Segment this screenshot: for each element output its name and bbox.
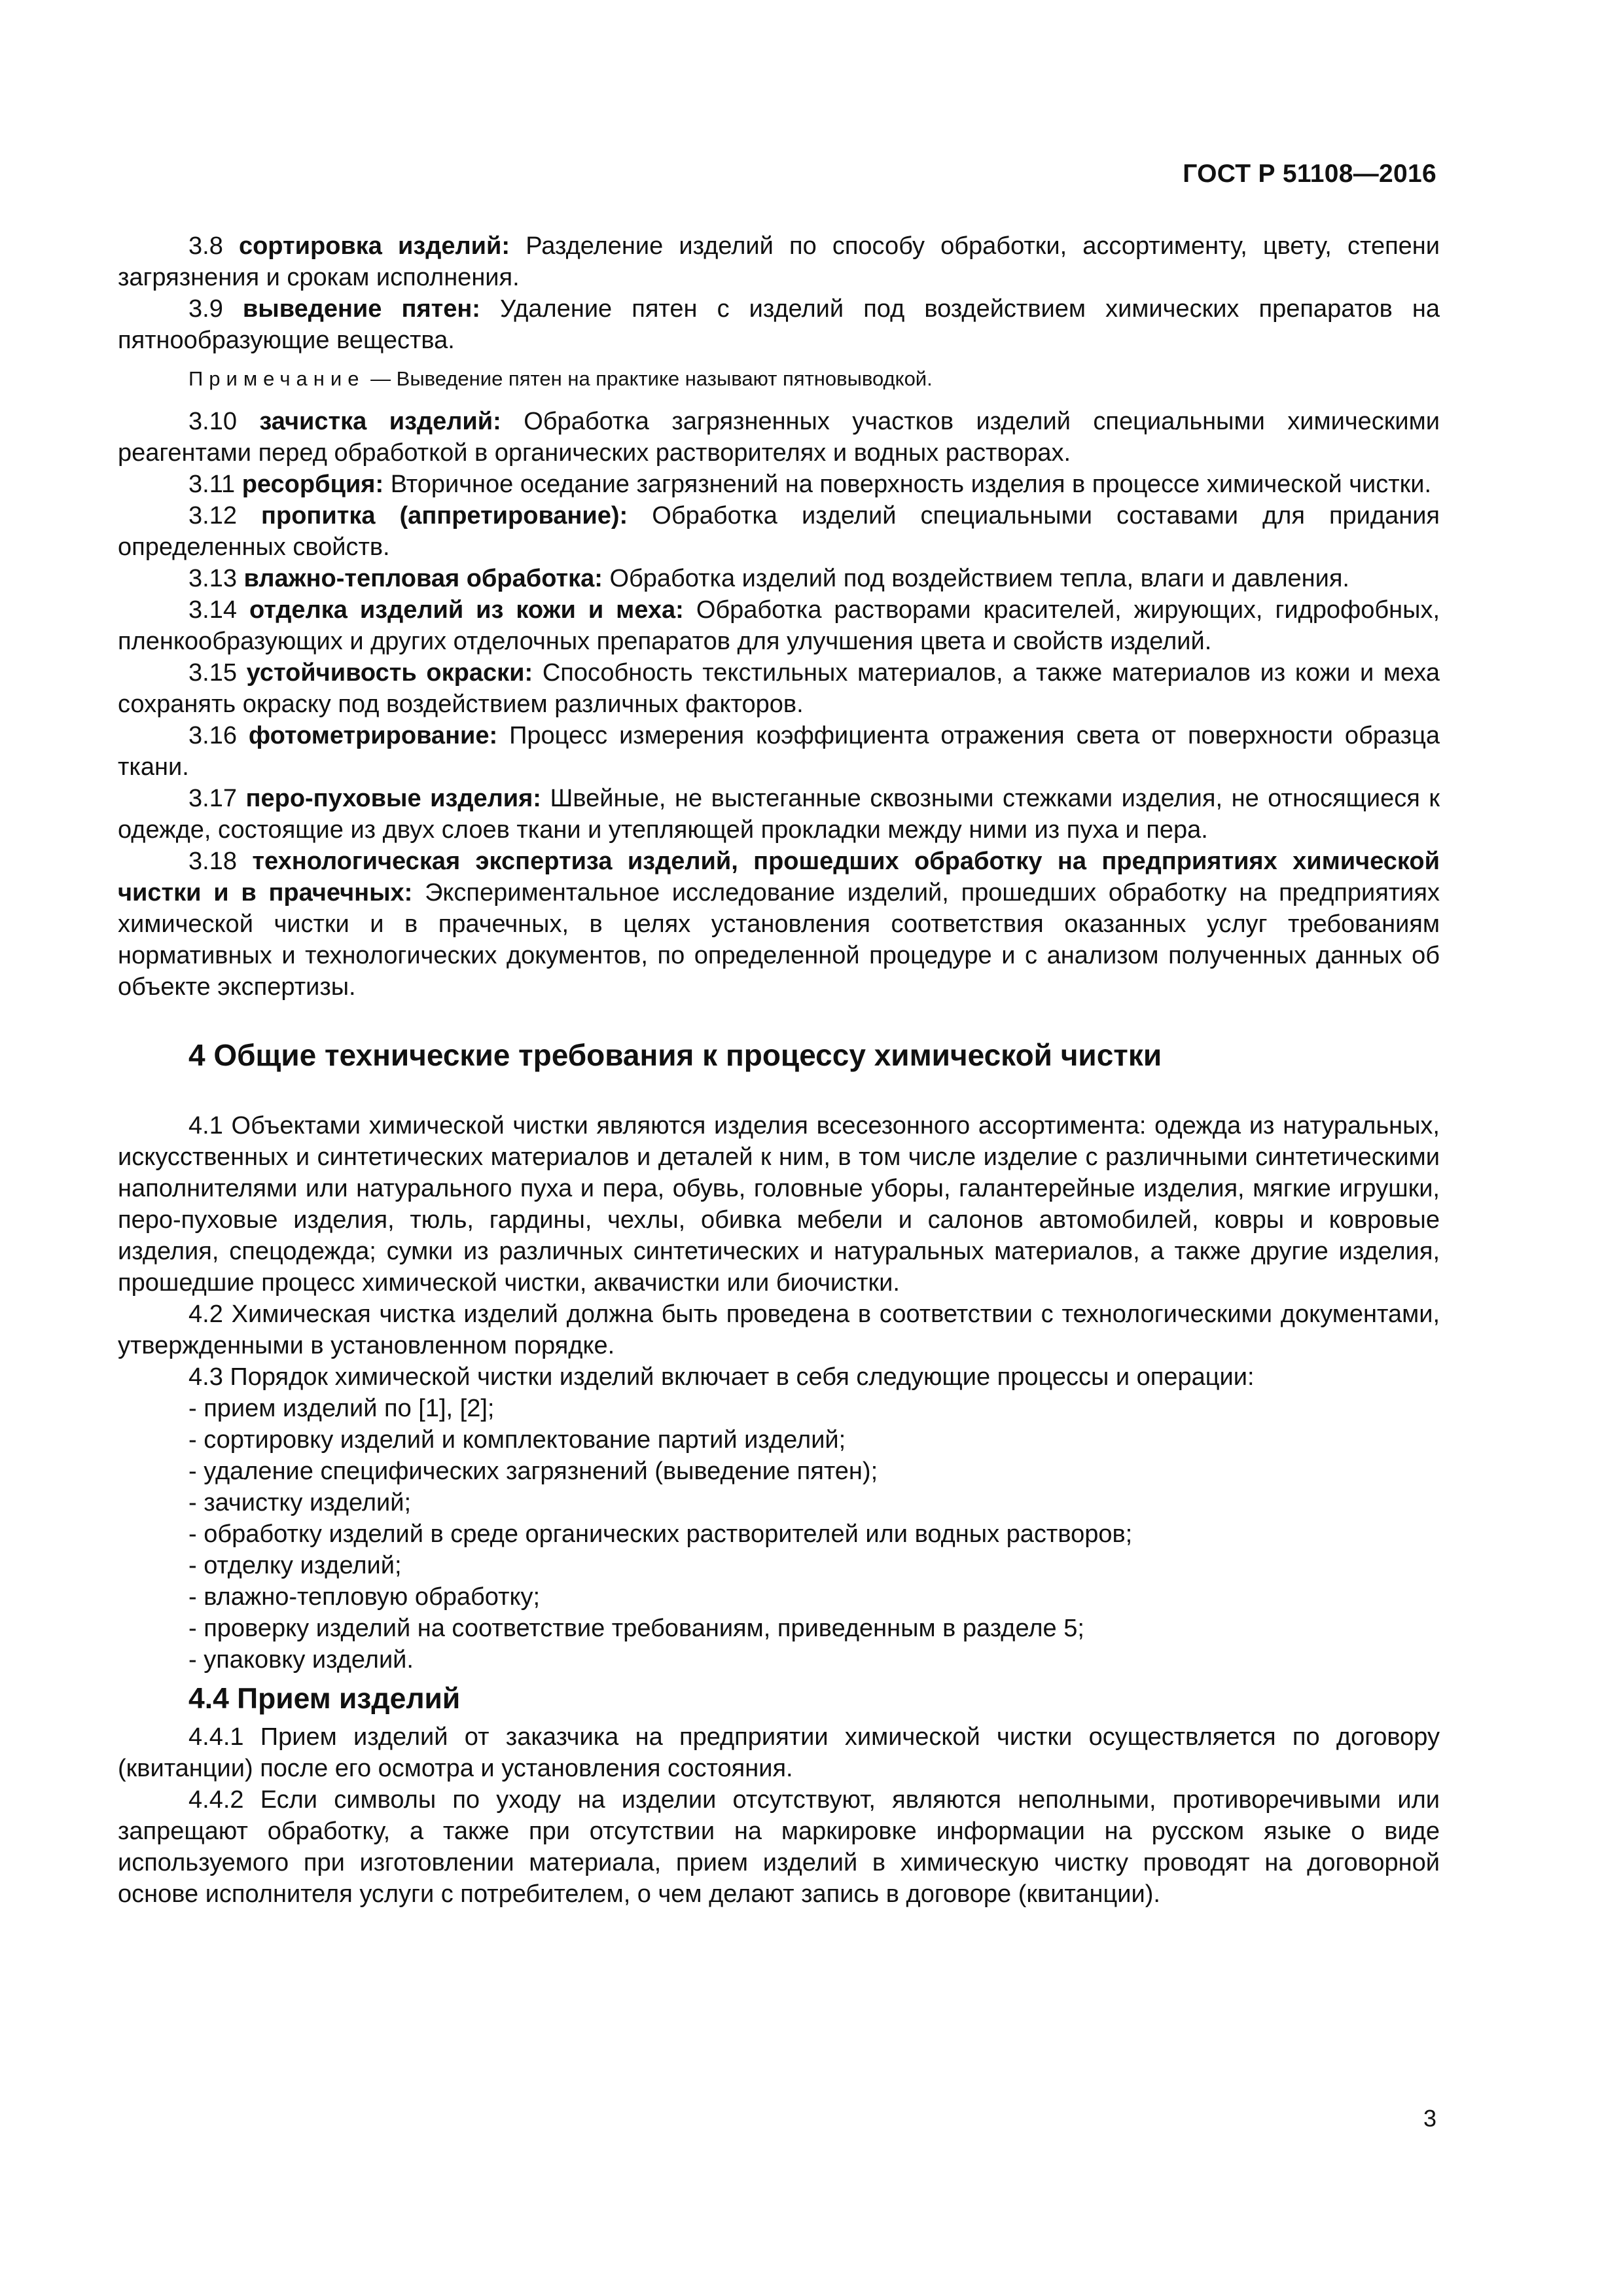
document-body — [118, 230, 1440, 1910]
definition-3-16 — [118, 720, 1440, 783]
list-item: - сортировку изделий и комплектование партий изделий; — [188, 1426, 846, 1454]
definition-text: Вторичное оседание загрязнений на поверхность изделия в процессе химической чистки. — [390, 471, 1432, 498]
definition-3-12 — [118, 500, 1440, 563]
section-heading: 4 Общие технические требования к процессу химической чистки — [188, 1038, 1162, 1072]
paragraph-4-3: 4.3 Порядок химической чистки изделий включает в себя следующие процессы и операции: — [188, 1363, 1255, 1391]
definition-term: влажно-тепловая обработка: — [243, 565, 603, 592]
definition-3-14 — [118, 594, 1440, 657]
definition-term: устойчивость окраски: — [246, 659, 533, 687]
definition-term: ресорбция: — [241, 471, 384, 498]
list-item: - зачистку изделий; — [188, 1489, 412, 1516]
page-number: 3 — [1423, 2105, 1436, 2132]
definition-3-8 — [118, 230, 1440, 293]
definition-number: 3.8 — [188, 232, 223, 260]
definition-text: Разделение изделий по способу обработки, ассортименту, цвету, степени загрязнения и срокам исполнения. — [118, 232, 1440, 291]
list-item: - упаковку изделий. — [188, 1646, 414, 1674]
list-item: - обработку изделий в среде органических растворителей или водных растворов; — [188, 1520, 1133, 1548]
definition-3-13 — [118, 563, 1440, 594]
definition-3-11 — [118, 469, 1440, 500]
note-label: Примечание — [188, 367, 365, 390]
list-item: - влажно-тепловую обработку; — [188, 1583, 541, 1611]
definition-3-10 — [118, 406, 1440, 469]
definition-number: 3.17 — [188, 785, 237, 812]
definition-3-17 — [118, 783, 1440, 846]
definition-term: отделка изделий из кожи и меха: — [249, 596, 684, 624]
definition-number: 3.10 — [188, 408, 237, 435]
definition-number: 3.11 — [188, 471, 236, 498]
definition-term: выведение пятен: — [242, 295, 480, 323]
definition-number: 3.14 — [188, 596, 237, 624]
subsection-heading: 4.4 Прием изделий — [188, 1683, 461, 1715]
document-header: ГОСТ Р 51108—2016 — [1183, 160, 1436, 188]
definition-number: 3.18 — [188, 848, 237, 875]
paragraph-4-2: 4.2 Химическая чистка изделий должна быть проведена в соответствии с технологическими документами, утвержденными в установленном порядке. — [118, 1300, 1440, 1359]
definition-term: технологическая экспертиза изделий, прошедших обработку на предприятиях химической чистки и в прачечных: — [118, 848, 1440, 906]
note — [118, 365, 1440, 393]
definition-number: 3.9 — [188, 295, 223, 323]
definition-text: Обработка изделий под воздействием тепла, влаги и давления. — [609, 565, 1349, 592]
definition-text: Обработка растворами красителей, жирующих, гидрофобных, пленкообразующих и других отделочных препаратов для улучшения цвета и свойств изделий. — [118, 596, 1440, 655]
definition-text: Обработка изделий специальными составами для придания определенных свойств. — [118, 502, 1440, 561]
definition-term: зачистка изделий: — [259, 408, 501, 435]
definition-text: Экспериментальное исследование изделий, прошедших обработку на предприятиях химической чистки и в прачечных, в целях установления соответствия оказанных услуг требованиям нормативных и технологических документов, по определенной процедуре и с анализом полученных данных об объекте экспертизы. — [118, 879, 1440, 1001]
definition-number: 3.13 — [188, 565, 237, 592]
paragraph-4-1: 4.1 Объектами химической чистки являются изделия всесезонного ассортимента: одежда из натуральных, искусственных и синтетических материалов и деталей к ним, в том числе изделие с различными синтетическими наполнителями или натурального пуха и пера, обувь, головные уборы, галантерейные изделия, мягкие игрушки, перо-пуховые изделия, тюль, гардины, чехлы, обивка мебели и салонов автомобилей, ковры и ковровые изделия, спецодежда; сумки из различных синтетических и натуральных материалов, а также другие изделия, прошедшие процесс химической чистки, аквачистки или биочистки. — [118, 1112, 1440, 1297]
definition-3-15 — [118, 657, 1440, 720]
process-list — [118, 1393, 1440, 1676]
definition-term: пропитка (аппретирование): — [261, 502, 628, 529]
definition-text: Швейные, не выстеганные сквозными стежками изделия, не относящиеся к одежде, состоящие из двух слоев ткани и утепляющей прокладки между ними из пуха и пера. — [118, 785, 1440, 844]
definition-text: Обработка загрязненных участков изделий специальными химическими реагентами перед обработкой в органических растворителях и водных растворах. — [118, 408, 1440, 467]
list-item: - удаление специфических загрязнений (выведение пятен); — [188, 1458, 878, 1485]
definition-term: перо-пуховые изделия: — [245, 785, 541, 812]
definition-number: 3.15 — [188, 659, 237, 687]
list-item: - отделку изделий; — [188, 1552, 402, 1579]
definition-number: 3.12 — [188, 502, 237, 529]
paragraph-4-4-1: 4.4.1 Прием изделий от заказчика на предприятии химической чистки осуществляется по договору (квитанции) после его осмотра и установления состояния. — [118, 1723, 1440, 1782]
paragraph-4-4-2: 4.4.2 Если символы по уходу на изделии отсутствуют, являются неполными, противоречивыми или запрещают обработку, а также при отсутствии на маркировке информации на русском языке о виде используемого при изготовлении материала, прием изделий в химическую чистку проводят на договорной основе исполнителя услуги с потребителем, о чем делают запись в договоре (квитанции). — [118, 1786, 1440, 1908]
note-text: — Выведение пятен на практике называют пятновыводкой. — [370, 367, 933, 390]
definition-text: Способность текстильных материалов, а также материалов из кожи и меха сохранять окраску под воздействием различных факторов. — [118, 659, 1440, 718]
definition-text: Удаление пятен с изделий под воздействием химических препаратов на пятнообразующие вещества. — [118, 295, 1440, 354]
definition-term: фотометрирование: — [248, 722, 498, 749]
definition-number: 3.16 — [188, 722, 237, 749]
definition-3-9 — [118, 293, 1440, 356]
list-item: - прием изделий по [1], [2]; — [188, 1395, 495, 1422]
definition-text: Процесс измерения коэффициента отражения света от поверхности образца ткани. — [118, 722, 1440, 781]
definition-term: сортировка изделий: — [238, 232, 510, 260]
definition-3-18 — [118, 846, 1440, 1003]
list-item: - проверку изделий на соответствие требованиям, приведенным в разделе 5; — [188, 1615, 1084, 1642]
